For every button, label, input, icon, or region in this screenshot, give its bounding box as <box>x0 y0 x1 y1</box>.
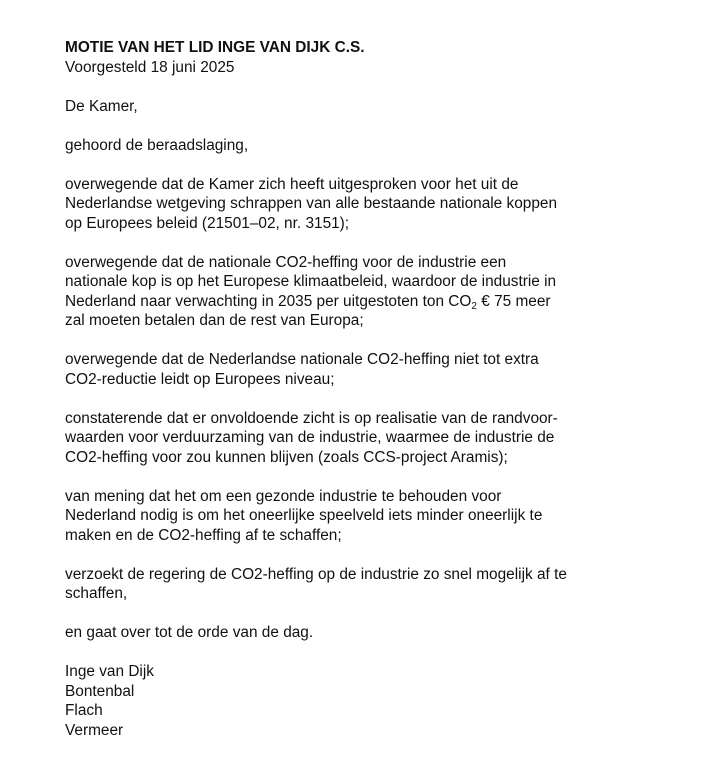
closing-line: en gaat over tot de orde van de dag. <box>65 624 314 641</box>
text-line: CO2-heffing voor zou kunnen blijven (zoals CCS-project Aramis); <box>65 448 508 466</box>
text-line: overwegende dat de Nederlandse nationale CO2-heffing niet tot extra <box>65 351 539 368</box>
text-line: op Europees beleid (21501–02, nr. 3151); <box>65 214 350 232</box>
motion-document <box>65 38 665 740</box>
text-line: Nederlandse wetgeving schrappen van alle bestaande nationale koppen <box>65 195 558 212</box>
signatory: Inge van Dijk <box>65 663 154 680</box>
heard-clause: gehoord de beraadslaging, <box>65 136 249 154</box>
considering-paragraph-2 <box>65 253 665 331</box>
subscript-2: 2 <box>471 300 477 312</box>
text-line: maken en de CO2-heffing af te schaffen; <box>65 526 342 544</box>
text-line: constaterende dat er onvoldoende zicht is op realisatie van de randvoor- <box>65 409 558 427</box>
text-line: overwegende dat de nationale CO2-heffing voor de industrie een <box>65 253 507 271</box>
text-line: zal moeten betalen dan de rest van Europa; <box>65 312 364 329</box>
considering-paragraph-1 <box>65 175 665 234</box>
text-line: Nederland nodig is om het oneerlijke speelveld iets minder oneerlijk te <box>65 507 543 524</box>
text-line: overwegende dat de Kamer zich heeft uitgesproken voor het uit de <box>65 175 519 193</box>
signatory: Vermeer <box>65 721 124 739</box>
motion-title: MOTIE VAN HET LID INGE VAN DIJK C.S. <box>65 39 365 56</box>
signatories <box>65 662 665 740</box>
text-line: CO2-reductie leidt op Europees niveau; <box>65 370 335 388</box>
text-line: verzoekt de regering de CO2-heffing op de industrie zo snel mogelijk af te <box>65 565 567 583</box>
text-fragment: Nederland naar verwachting in 2035 per uitgestoten ton CO <box>65 292 472 310</box>
text-line-co2 <box>65 292 665 312</box>
text-fragment: € 75 meer <box>476 292 551 310</box>
text-line: nationale kop is op het Europese klimaatbeleid, waardoor de industrie in <box>65 273 557 290</box>
text-line: waarden voor verduurzaming van de industrie, waarmee de industrie de <box>65 429 555 446</box>
proposed-date: Voorgesteld 18 juni 2025 <box>65 58 235 76</box>
noting-paragraph <box>65 409 665 468</box>
opinion-paragraph <box>65 487 665 546</box>
signatory: Flach <box>65 702 103 719</box>
considering-paragraph-3 <box>65 350 665 389</box>
text-line: schaffen, <box>65 585 128 602</box>
signatory: Bontenbal <box>65 682 135 700</box>
text-line: van mening dat het om een gezonde industrie te behouden voor <box>65 487 502 505</box>
salutation: De Kamer, <box>65 97 138 115</box>
request-paragraph <box>65 565 665 604</box>
